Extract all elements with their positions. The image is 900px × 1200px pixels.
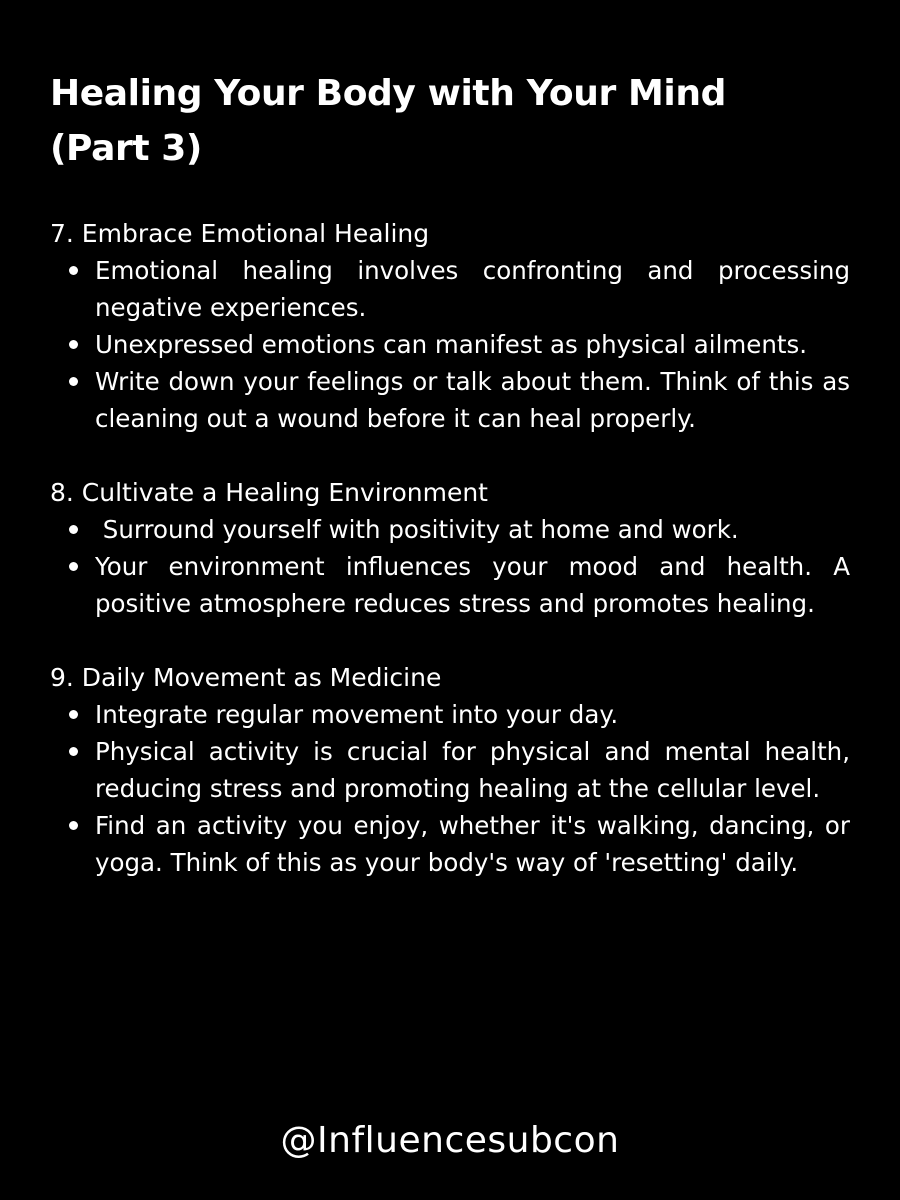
section-daily-movement: [50, 659, 850, 881]
bullet-list: [50, 696, 850, 881]
page-title: [50, 66, 850, 176]
list-item: Emotional healing involves confronting and processing negative experiences.: [50, 252, 850, 326]
section-heading: 9. Daily Movement as Medicine: [50, 663, 442, 692]
list-item: Find an activity you enjoy, whether it's walking, dancing, or yoga. Think of this as your body's way of 'resetting' daily.: [50, 807, 850, 881]
list-item: Physical activity is crucial for physical and mental health, reducing stress and promoting healing at the cellular level.: [50, 733, 850, 807]
section-emotional-healing: [50, 215, 850, 437]
list-item: Your environment influences your mood and health. A positive atmosphere reduces stress and promotes healing.: [50, 548, 850, 622]
list-item: Write down your feelings or talk about them. Think of this as cleaning out a wound before it can heal properly.: [50, 363, 850, 437]
list-item: Integrate regular movement into your day.: [50, 696, 850, 733]
section-heading: 8. Cultivate a Healing Environment: [50, 478, 488, 507]
section-heading: 7. Embrace Emotional Healing: [50, 219, 430, 248]
social-handle: @Influencesubcon: [280, 1120, 620, 1161]
section-healing-environment: [50, 474, 850, 622]
list-item: Surround yourself with positivity at home and work.: [50, 511, 850, 548]
content: [50, 66, 850, 881]
title-line-1: Healing Your Body with Your Mind: [50, 73, 726, 114]
title-line-2: (Part 3): [50, 128, 202, 169]
bullet-list: [50, 252, 850, 437]
list-item: Unexpressed emotions can manifest as physical ailments.: [50, 326, 850, 363]
bullet-list: [50, 511, 850, 622]
